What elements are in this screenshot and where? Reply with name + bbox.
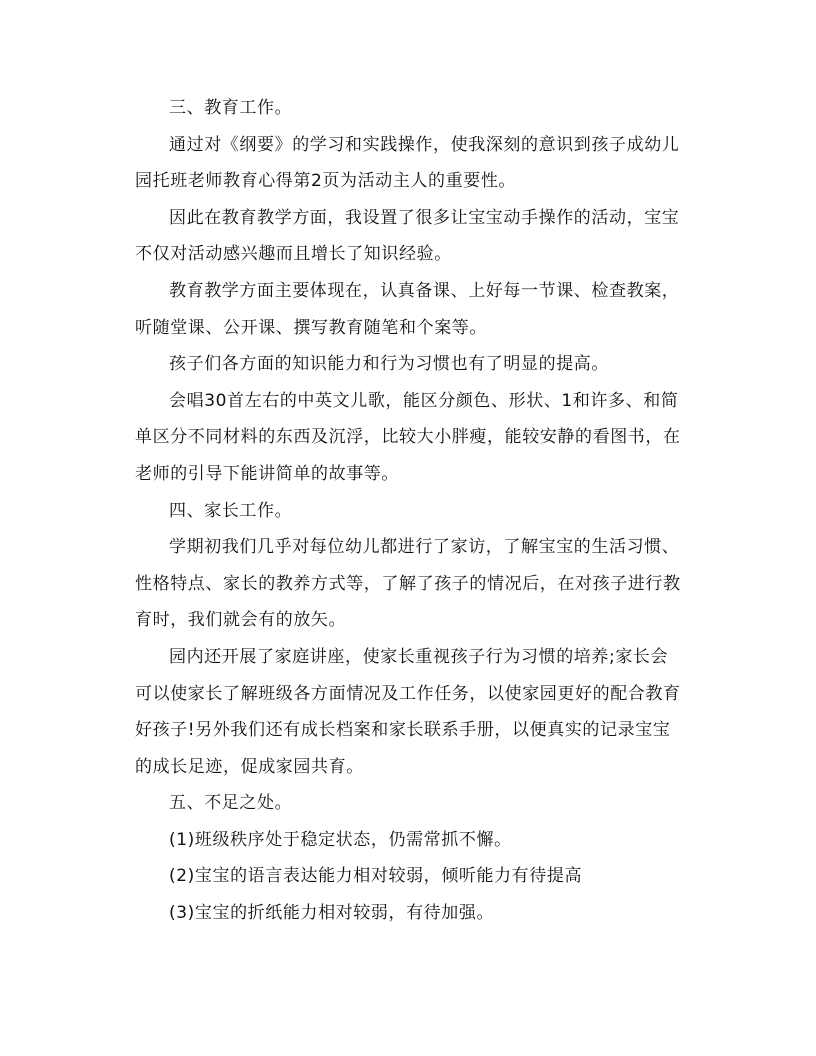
paragraph: 学期初我们几乎对每位幼儿都进行了家访，了解宝宝的生活习惯、性格特点、家长的教养方式等，了解了孩子的情况后，在对孩子进行教育时，我们就会有的放矢。: [135, 537, 681, 631]
paragraph: 因此在教育教学方面，我设置了很多让宝宝动手操作的活动，宝宝不仅对活动感兴趣而且增长了知识经验。: [135, 207, 680, 265]
section-heading-education: 三、教育工作。: [169, 98, 293, 118]
list-item: (1)班级秩序处于稳定状态，仍需常抓不懈。: [169, 829, 512, 850]
paragraph: 教育教学方面主要体现在，认真备课、上好每一节课、检查教案，听随堂课、公开课、撰写教育随笔和个案等。: [135, 280, 680, 338]
paragraph: 通过对《纲要》的学习和实践操作，使我深刻的意识到孩子成幼儿园托班老师教育心得第2页为活动主人的重要性。: [135, 134, 680, 192]
section-heading-parents: 四、家长工作。: [169, 500, 293, 521]
paragraph: 会唱30首左右的中英文儿歌，能区分颜色、形状、1和许多、和简单区分不同材料的东西及沉浮，比较大小胖瘦，能较安静的看图书，在老师的引导下能讲简单的故事等。: [135, 390, 681, 484]
paragraph: 孩子们各方面的知识能力和行为习惯也有了明显的提高。: [169, 354, 609, 375]
document-body: [135, 90, 685, 932]
list-item: (3)宝宝的折纸能力相对较弱，有待加强。: [169, 903, 495, 924]
paragraph: 园内还开展了家庭讲座，使家长重视孩子行为习惯的培养;家长会可以使家长了解班级各方面情况及工作任务，以使家园更好的配合教育好孩子!另外我们还有成长档案和家长联系手册，以便真实的记录宝宝的成长足迹，促成家园共育。: [135, 646, 681, 777]
list-item: (2)宝宝的语言表达能力相对较弱，倾听能力有待提高: [169, 866, 583, 887]
section-heading-shortcomings: 五、不足之处。: [169, 793, 293, 814]
